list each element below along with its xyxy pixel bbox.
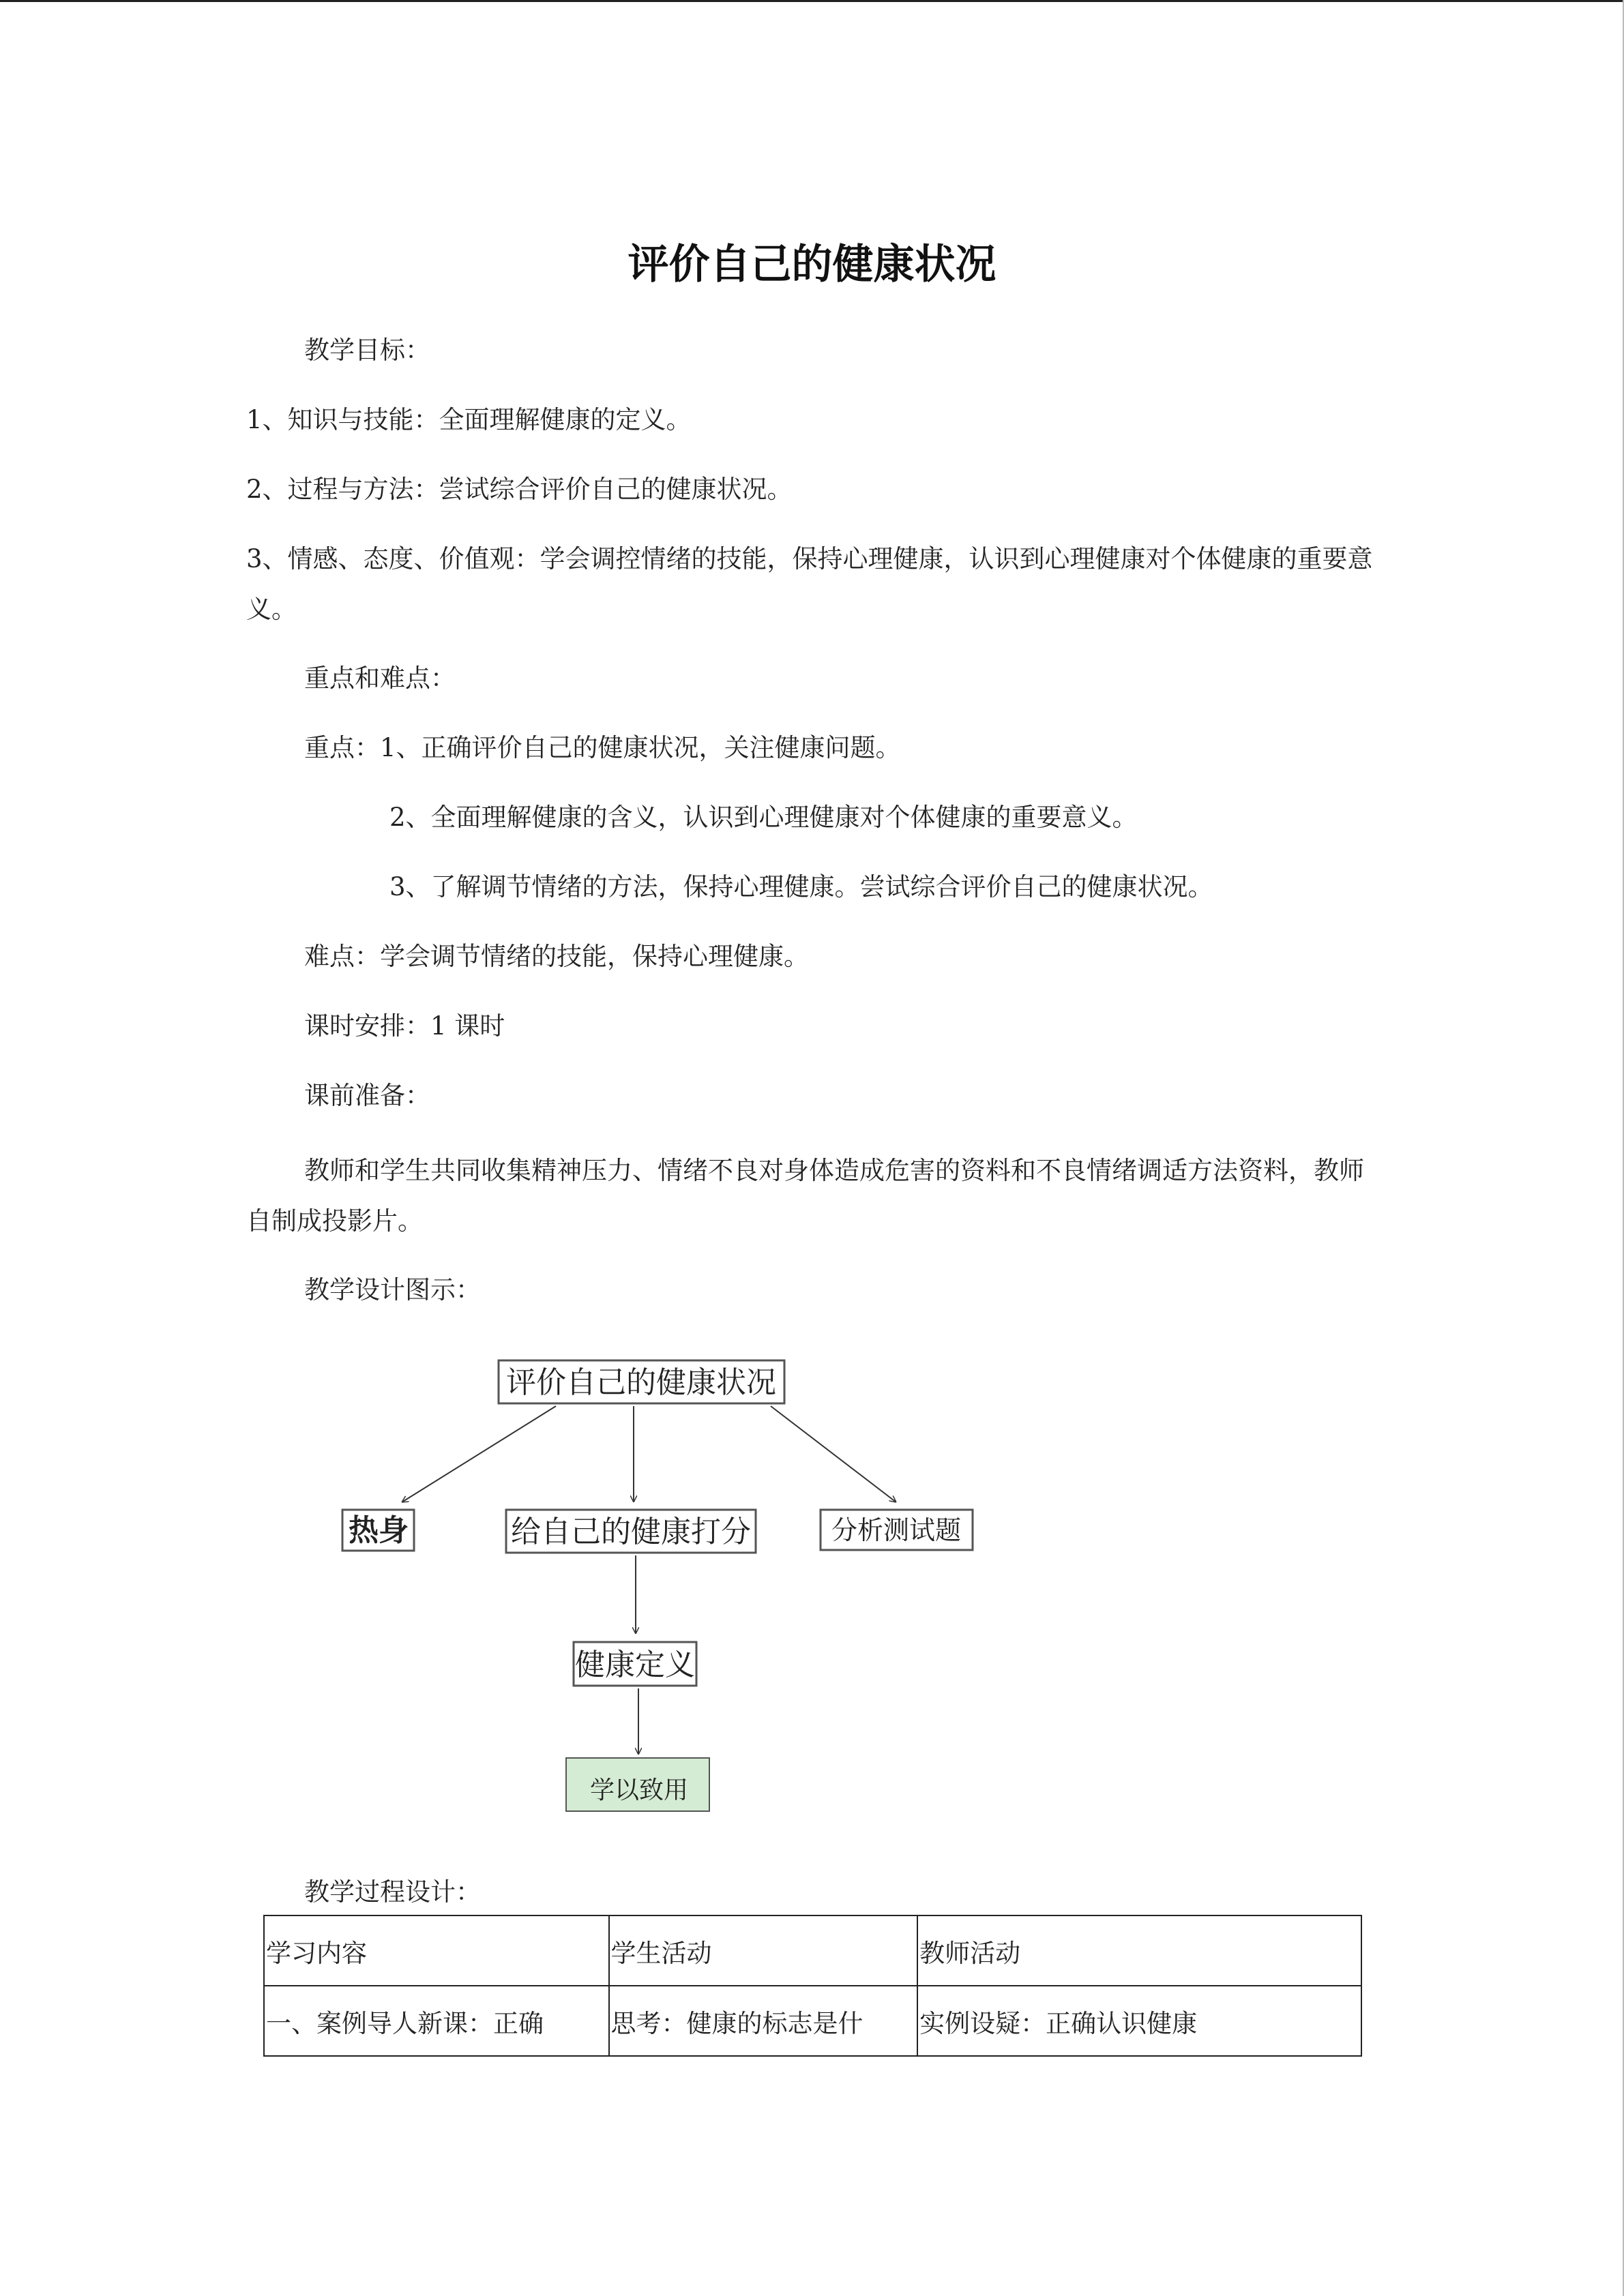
diagram-right-label: 分析测试题 [831,1515,962,1545]
document-title: 评价自己的健康状况 [628,241,996,288]
table-cell: 思考：健康的标志是什 [609,1986,918,2056]
arrow-root-to-right [771,1406,896,1502]
process-table [263,1915,1362,2057]
diagram-left-label: 热身 [349,1513,409,1548]
diagram-middle-label: 给自己的健康打分 [511,1515,751,1549]
process-heading: 教学过程设计： [304,1877,481,1907]
key-point-1: 重点：1、正确评价自己的健康状况，关注健康问题。 [304,733,901,762]
objective-3: 3、情感、态度、价值观：学会调控情绪的技能，保持心理健康，认识到心理健康对个体健康的重要意义。 [246,544,1373,624]
key-point-3: 3、了解调节情绪的方法，保持心理健康。尝试综合评价自己的健康状况。 [389,872,1213,901]
difficulty: 难点：学会调节情绪的技能，保持心理健康。 [304,942,809,971]
diagram-root-label: 评价自己的健康状况 [506,1365,776,1400]
objective-2: 2、过程与方法：尝试综合评价自己的健康状况。 [246,475,793,504]
preparation-text: 教师和学生共同收集精神压力、情绪不良对身体造成危害的资料和不良情绪调适方法资料，教师自制成投影片。 [246,1156,1364,1236]
header-teacher-activity: 教师活动 [917,1915,1361,1986]
key-points-heading: 重点和难点： [304,664,456,693]
schedule: 课时安排：1 课时 [304,1011,505,1041]
objective-1: 1、知识与技能：全面理解健康的定义。 [246,405,692,434]
preparation-heading: 课前准备： [304,1081,430,1110]
table-cell: 一、案例导人新课：正确 [264,1986,609,2056]
header-learning-content: 学习内容 [264,1915,609,1986]
diagram-definition-label: 健康定义 [575,1648,695,1682]
table-header-row [264,1915,1361,1986]
header-student-activity: 学生活动 [609,1915,918,1986]
diagram-application-label: 学以致用 [589,1776,689,1804]
table-row [264,1986,1361,2056]
objectives-heading: 教学目标： [304,336,430,365]
table-cell: 实例设疑：正确认识健康 [917,1986,1361,2056]
key-point-2: 2、全面理解健康的含义，认识到心理健康对个体健康的重要意义。 [389,803,1138,832]
arrow-root-to-left [402,1406,556,1502]
design-heading: 教学设计图示： [304,1275,481,1304]
